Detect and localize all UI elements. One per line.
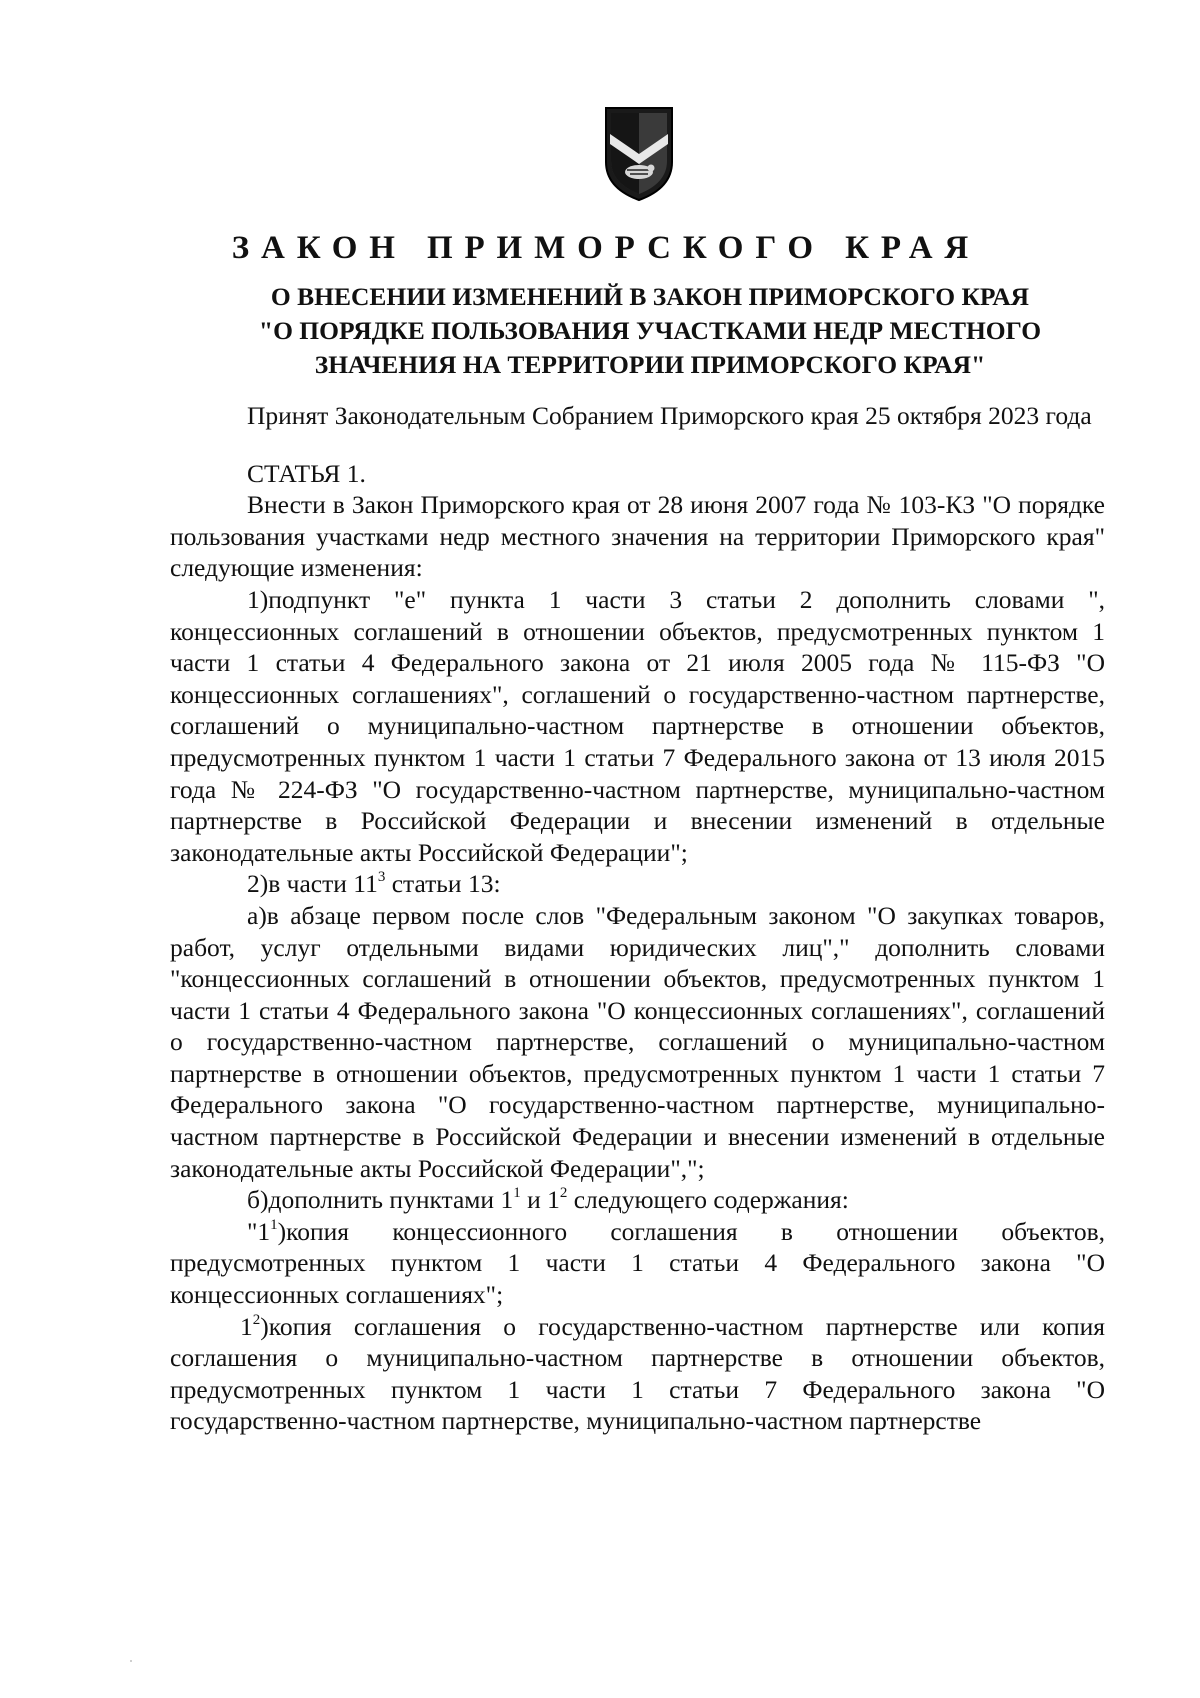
superscript: 2 bbox=[559, 1185, 568, 1202]
text-fragment: )копия соглашения о государственно-частном партнерстве или копия соглашения о муниципально-частном партнерстве в отношении объектов, предусмотренных пунктом 1 части 1 статьи 7 Федерального закона "О государственно-частном партнерстве, муниципально-частном партнерстве bbox=[170, 1311, 1105, 1436]
adoption-note: Принят Законодательным Собранием Приморского края 25 октября 2023 года bbox=[247, 401, 1092, 430]
amendment-item-2b bbox=[170, 1184, 1105, 1216]
subtitle-line: О ВНЕСЕНИИ ИЗМЕНЕНИЙ В ЗАКОН ПРИМОРСКОГО КРАЯ bbox=[270, 282, 1030, 311]
amendment-item-2a: а)в абзаце первом после слов "Федеральным законом "О закупках товаров, работ, услуг отдельными видами юридических лиц"," дополнить словами "концессионных соглашений в отношении объектов, предусмотренных пунктом 1 части 1 статьи 4 Федерального закона "О концессионных соглашениях", соглашений о государственно-частном партнерстве, соглашений о муниципально-частном партнерстве в отношении объектов, предусмотренных пунктом 1 части 1 статьи 7 Федерального закона "О государственно-частном партнерстве, муниципально-частном партнерстве в Российской Федерации и внесении изменений в отдельные законодательные акты Российской Федерации","; bbox=[170, 900, 1105, 1183]
new-subitem-1-2 bbox=[170, 1311, 1105, 1437]
subtitle-line: "О ПОРЯДКЕ ПОЛЬЗОВАНИЯ УЧАСТКАМИ НЕДР МЕСТНОГО bbox=[258, 316, 1042, 345]
text-fragment: следующего содержания: bbox=[567, 1185, 849, 1215]
text-fragment: б)дополнить пунктами 1 bbox=[247, 1185, 514, 1215]
superscript: 1 bbox=[513, 1185, 521, 1202]
article-intro: Внести в Закон Приморского края от 28 июня 2007 года № 103-КЗ "О порядке пользования участками недр местного значения на территории Приморского края" следующие изменения: bbox=[170, 490, 1105, 583]
superscript: 1 bbox=[270, 1216, 278, 1233]
subtitle-line: ЗНАЧЕНИЯ НА ТЕРРИТОРИИ ПРИМОРСКОГО КРАЯ" bbox=[314, 350, 986, 379]
article-heading: СТАТЬЯ 1. bbox=[247, 458, 366, 488]
superscript: 2 bbox=[252, 1311, 261, 1328]
scan-speck bbox=[130, 1660, 132, 1662]
amendment-item-2 bbox=[170, 868, 1105, 900]
law-subtitle bbox=[180, 280, 1120, 382]
text-fragment: )копия концессионного соглашения в отношении объектов, предусмотренных пунктом 1 части 1 статьи 4 Федерального закона "О концессионных соглашениях"; bbox=[170, 1216, 1105, 1310]
text-fragment: и 1 bbox=[520, 1185, 560, 1215]
text-fragment: "1 bbox=[247, 1216, 271, 1246]
law-title: ЗАКОН ПРИМОРСКОГО КРАЯ bbox=[231, 230, 981, 266]
superscript: 3 bbox=[377, 869, 386, 886]
document-body bbox=[170, 400, 1105, 1437]
coat-of-arms-icon bbox=[600, 104, 678, 202]
amendment-item-1: 1)подпункт "е" пункта 1 части 3 статьи 2 дополнить словами ", концессионных соглашений в отношении объектов, предусмотренных пунктом 1 части 1 статьи 4 Федерального закона от 21 июля 2005 года № 115-ФЗ "О концессионных соглашениях", соглашений о государственно-частном партнерстве, соглашений о муниципально-частном партнерстве в отношении объектов, предусмотренных пунктом 1 части 1 статьи 7 Федерального закона от 13 июля 2015 года № 224-ФЗ "О государственно-частном партнерстве, муниципально-частном партнерстве в Российской Федерации и внесении изменений в отдельные законодательные акты Российской Федерации"; bbox=[170, 584, 1105, 867]
text-fragment: 1 bbox=[240, 1311, 253, 1341]
new-subitem-1-1 bbox=[170, 1216, 1105, 1311]
text-fragment: статьи 13: bbox=[385, 869, 501, 899]
text-fragment: 2)в части 11 bbox=[247, 869, 378, 899]
